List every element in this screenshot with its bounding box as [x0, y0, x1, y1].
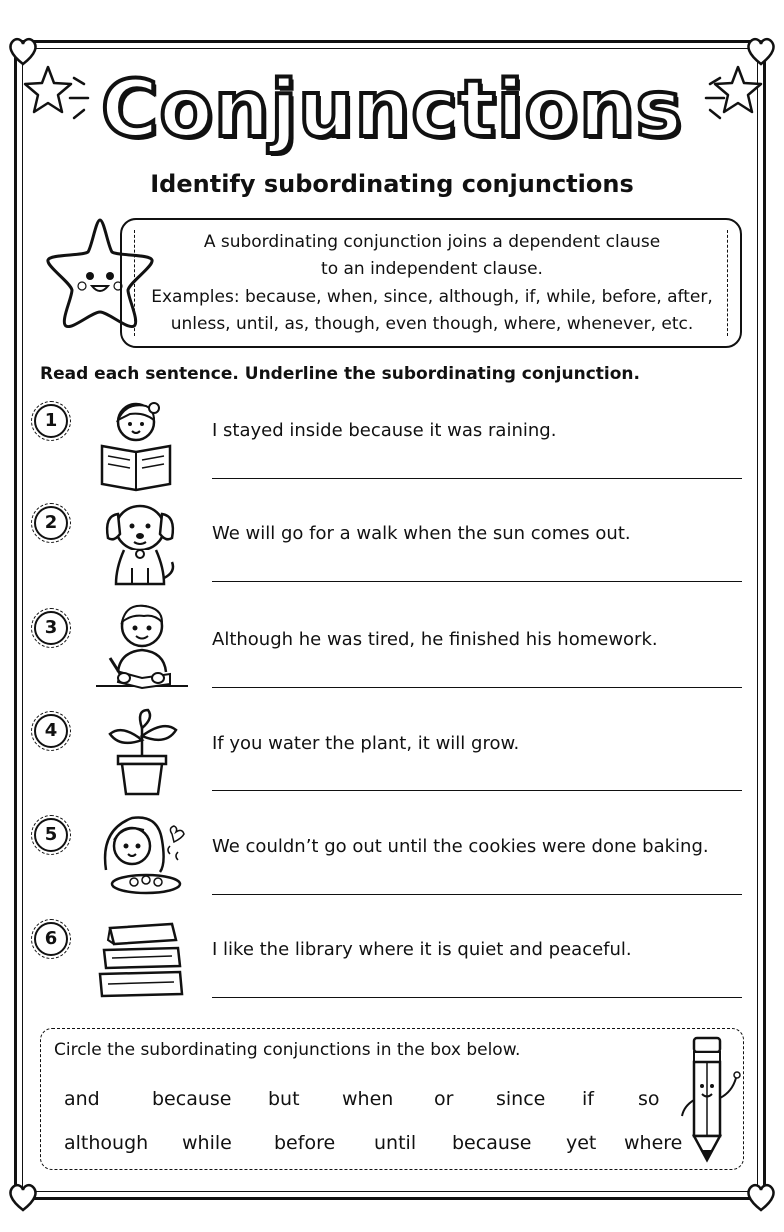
word-choice[interactable]: until [374, 1132, 417, 1154]
puppy-icon [96, 498, 188, 590]
examples-line: unless, until, as, though, even though, where, whenever, etc. [170, 314, 694, 334]
answer-line[interactable] [212, 790, 742, 791]
definition-line: to an independent clause. [321, 259, 543, 279]
word-choice[interactable]: although [64, 1132, 149, 1154]
sentence-text: We will go for a walk when the sun comes out. [212, 523, 631, 544]
definition-line: A subordinating conjunction joins a dependent clause [203, 232, 661, 252]
word-choice[interactable]: because [452, 1132, 532, 1154]
word-choice[interactable]: because [152, 1088, 232, 1110]
word-choice[interactable]: when [342, 1088, 394, 1110]
stack-of-books-icon [96, 914, 188, 1006]
sentence-text: If you water the plant, it will grow. [212, 733, 520, 754]
title-banner [0, 50, 784, 170]
page-title: Conjunctions [101, 65, 683, 155]
item-number-badge: 2 [34, 506, 68, 540]
word-choice[interactable]: so [638, 1088, 660, 1110]
potted-plant-icon [96, 706, 188, 798]
word-choice[interactable]: before [274, 1132, 336, 1154]
word-choice[interactable]: while [182, 1132, 232, 1154]
heart-corner-icon [744, 1180, 778, 1214]
item-number-badge: 5 [34, 818, 68, 852]
word-choice[interactable]: or [434, 1088, 454, 1110]
item-number-badge: 6 [34, 922, 68, 956]
pencil-mascot-icon [680, 1034, 746, 1168]
sentence-text: Although he was tired, he finished his homework. [212, 629, 658, 650]
examples-line: Examples: because, when, since, although, if, while, before, after, [151, 287, 713, 307]
heart-corner-icon [6, 1180, 40, 1214]
word-choice[interactable]: but [268, 1088, 300, 1110]
answer-line[interactable] [212, 894, 742, 895]
girl-reading-book-icon [96, 394, 188, 486]
page-subtitle: Identify subordinating conjunctions [150, 170, 634, 198]
answer-line[interactable] [212, 997, 742, 998]
word-choice[interactable]: where [624, 1132, 683, 1154]
item-number-badge: 4 [34, 714, 68, 748]
item-number-badge: 1 [34, 404, 68, 438]
instructions: Read each sentence. Underline the subordinating conjunction. [40, 364, 640, 384]
word-choice[interactable]: since [496, 1088, 546, 1110]
sentence-text: I stayed inside because it was raining. [212, 420, 557, 441]
boy-writing-icon [96, 600, 188, 692]
girl-with-cookies-icon [96, 810, 188, 902]
answer-line[interactable] [212, 581, 742, 582]
answer-line[interactable] [212, 478, 742, 479]
word-box-instruction: Circle the subordinating conjunctions in the box below. [54, 1040, 521, 1060]
word-choice[interactable]: if [582, 1088, 594, 1110]
sentence-text: We couldn’t go out until the cookies were done baking. [212, 836, 709, 857]
answer-line[interactable] [212, 687, 742, 688]
word-choice[interactable]: and [64, 1088, 100, 1110]
word-choice[interactable]: yet [566, 1132, 597, 1154]
sentence-text: I like the library where it is quiet and peaceful. [212, 939, 632, 960]
item-number-badge: 3 [34, 611, 68, 645]
